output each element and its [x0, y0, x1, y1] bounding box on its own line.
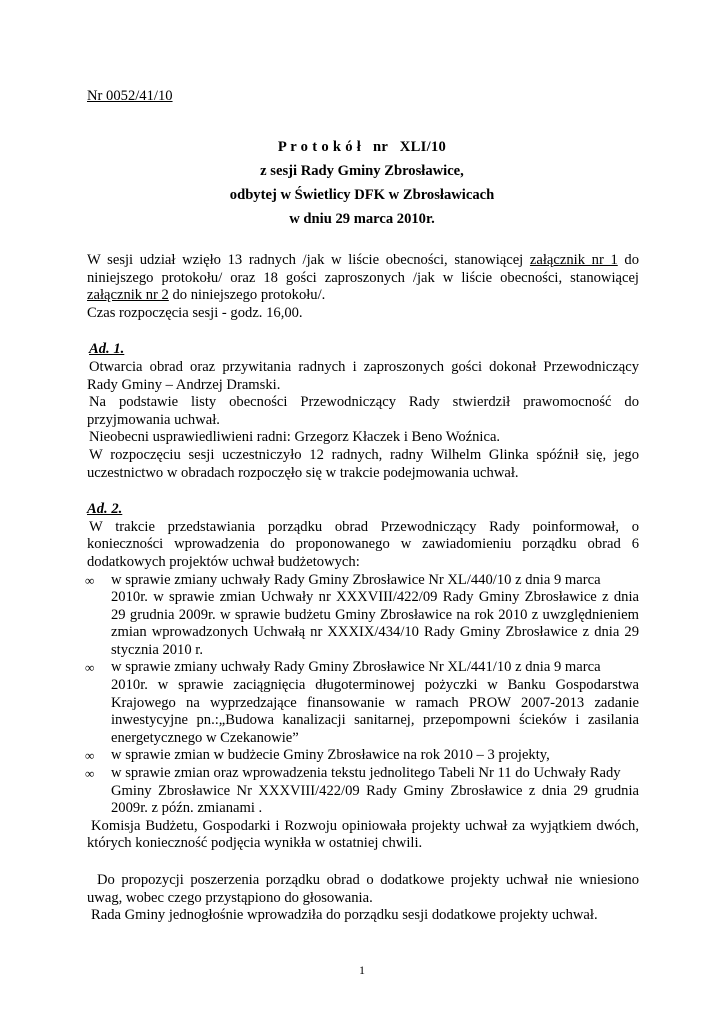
list-item	[87, 659, 639, 747]
title-line-3: odbytej w Świetlicy DFK w Zbrosławicach	[229, 187, 495, 203]
document-body	[87, 252, 639, 925]
ad1-line: Nieobecni usprawiedliwieni radni: Grzegorz Kłaczek i Beno Woźnica.	[89, 429, 501, 446]
intro-text-3: do niniejszego protokołu/.	[172, 287, 326, 304]
ad2-heading: Ad. 2.	[87, 501, 123, 518]
infinity-bullet-icon: ∞	[85, 660, 95, 676]
closing-paragraph: Rada Gminy jednogłośnie wprowadziła do porządku sesji dodatkowe projekty uchwał.	[91, 907, 598, 924]
attachment-2-link[interactable]: załącznik nr 2	[87, 287, 169, 304]
document-number: Nr 0052/41/10	[87, 88, 173, 104]
list-item-first-line: w sprawie zmiany uchwały Rady Gminy Zbrosławice Nr XL/440/10 z dnia 9 marca	[111, 571, 601, 588]
ad1-line: Otwarcia obrad oraz przywitania radnych i zaproszonych gości dokonał Przewodniczący Rady Gminy – Andrzej Dramski.	[87, 358, 639, 393]
list-item-first-line: w sprawie zmian oraz wprowadzenia tekstu jednolitego Tabeli Nr 11 do Uchwały Rady	[111, 765, 621, 782]
list-item-rest: 2010r. w sprawie zaciągnięcia długoterminowej pożyczki w Banku Gospodarstwa Krajowego na wyprzedzające finansowanie w ramach PROW 2007-2013 zadanie inwestycyjne pn.:„Budowa kanalizacji sanitarnej, przepompowni ścieków i zasilania energetycznego w Czekanowie”	[111, 677, 639, 746]
ad1-line: W rozpoczęciu sesji uczestniczyło 12 radnych, radny Wilhelm Glinka spóźnił się, jego uczestnictwo w obradach rozpoczęło się w trakcie podejmowania uchwał.	[87, 446, 639, 481]
ad1-heading: Ad. 1.	[89, 341, 125, 358]
list-item	[87, 765, 639, 818]
intro-text-1: W sesji udział wzięło 13 radnych /jak w liście obecności, stanowiącej	[87, 252, 524, 268]
page-number: 1	[359, 963, 365, 977]
protocol-title	[0, 135, 724, 231]
intro-text-2: do niniejszego protokołu/ oraz 18 gości zaproszonych /jak w liście obecności, stanowiącej	[87, 252, 640, 286]
list-item	[87, 572, 639, 660]
title-line-1: P r o t o k ó ł nr XLI/10	[277, 139, 447, 155]
intro-paragraph	[87, 252, 639, 305]
list-item-rest: Gminy Zbrosławice Nr XXXVIII/422/09 Rady Gminy Zbrosławice z dnia 29 grudnia 2009r. z późn. zmianami .	[111, 782, 639, 817]
infinity-bullet-icon: ∞	[85, 766, 95, 782]
attachment-1-link[interactable]: załącznik nr 1	[529, 252, 618, 268]
session-start-time: Czas rozpoczęcia sesji - godz. 16,00.	[87, 304, 303, 321]
list-item-first-line: w sprawie zmiany uchwały Rady Gminy Zbrosławice Nr XL/441/10 z dnia 9 marca	[111, 659, 601, 676]
committee-note: Komisja Budżetu, Gospodarki i Rozwoju opiniowała projekty uchwał za wyjątkiem dwóch, których konieczność podjęcia wynikła w ostatniej chwili.	[87, 817, 639, 852]
closing-paragraph: Do propozycji poszerzenia porządku obrad o dodatkowe projekty uchwał nie wniesiono uwag, wobec czego przystąpiono do głosowania.	[87, 872, 639, 906]
ad1-line: Na podstawie listy obecności Przewodniczący Rady stwierdził prawomocność do przyjmowania uchwał.	[87, 394, 639, 428]
list-item-rest: 2010r. w sprawie zmian Uchwały nr XXXVIII/422/09 Rady Gminy Zbrosławice z dnia 29 grudnia 2009r. w sprawie budżetu Gminy Zbrosławice na rok 2010 z uwzględnieniem zmian wprowadzonych Uchwałą nr XXXIX/434/10 Rady Gminy Zbrosławice z dnia 29 stycznia 2010 r.	[111, 589, 639, 658]
list-item-first-line: w sprawie zmian w budżecie Gminy Zbrosławice na rok 2010 – 3 projekty,	[111, 747, 550, 764]
list-item	[87, 747, 639, 765]
title-line-4: w dniu 29 marca 2010r.	[289, 211, 435, 227]
ad2-intro: W trakcie przedstawiania porządku obrad Przewodniczący Rady poinformował, o konieczności wprowadzenia do proponowanego w zawiadomieniu porządku obrad 6 dodatkowych projektów uchwał budżetowych:	[87, 518, 639, 570]
infinity-bullet-icon: ∞	[85, 748, 95, 764]
title-line-2: z sesji Rady Gminy Zbrosławice,	[260, 163, 464, 179]
infinity-bullet-icon: ∞	[85, 572, 95, 588]
